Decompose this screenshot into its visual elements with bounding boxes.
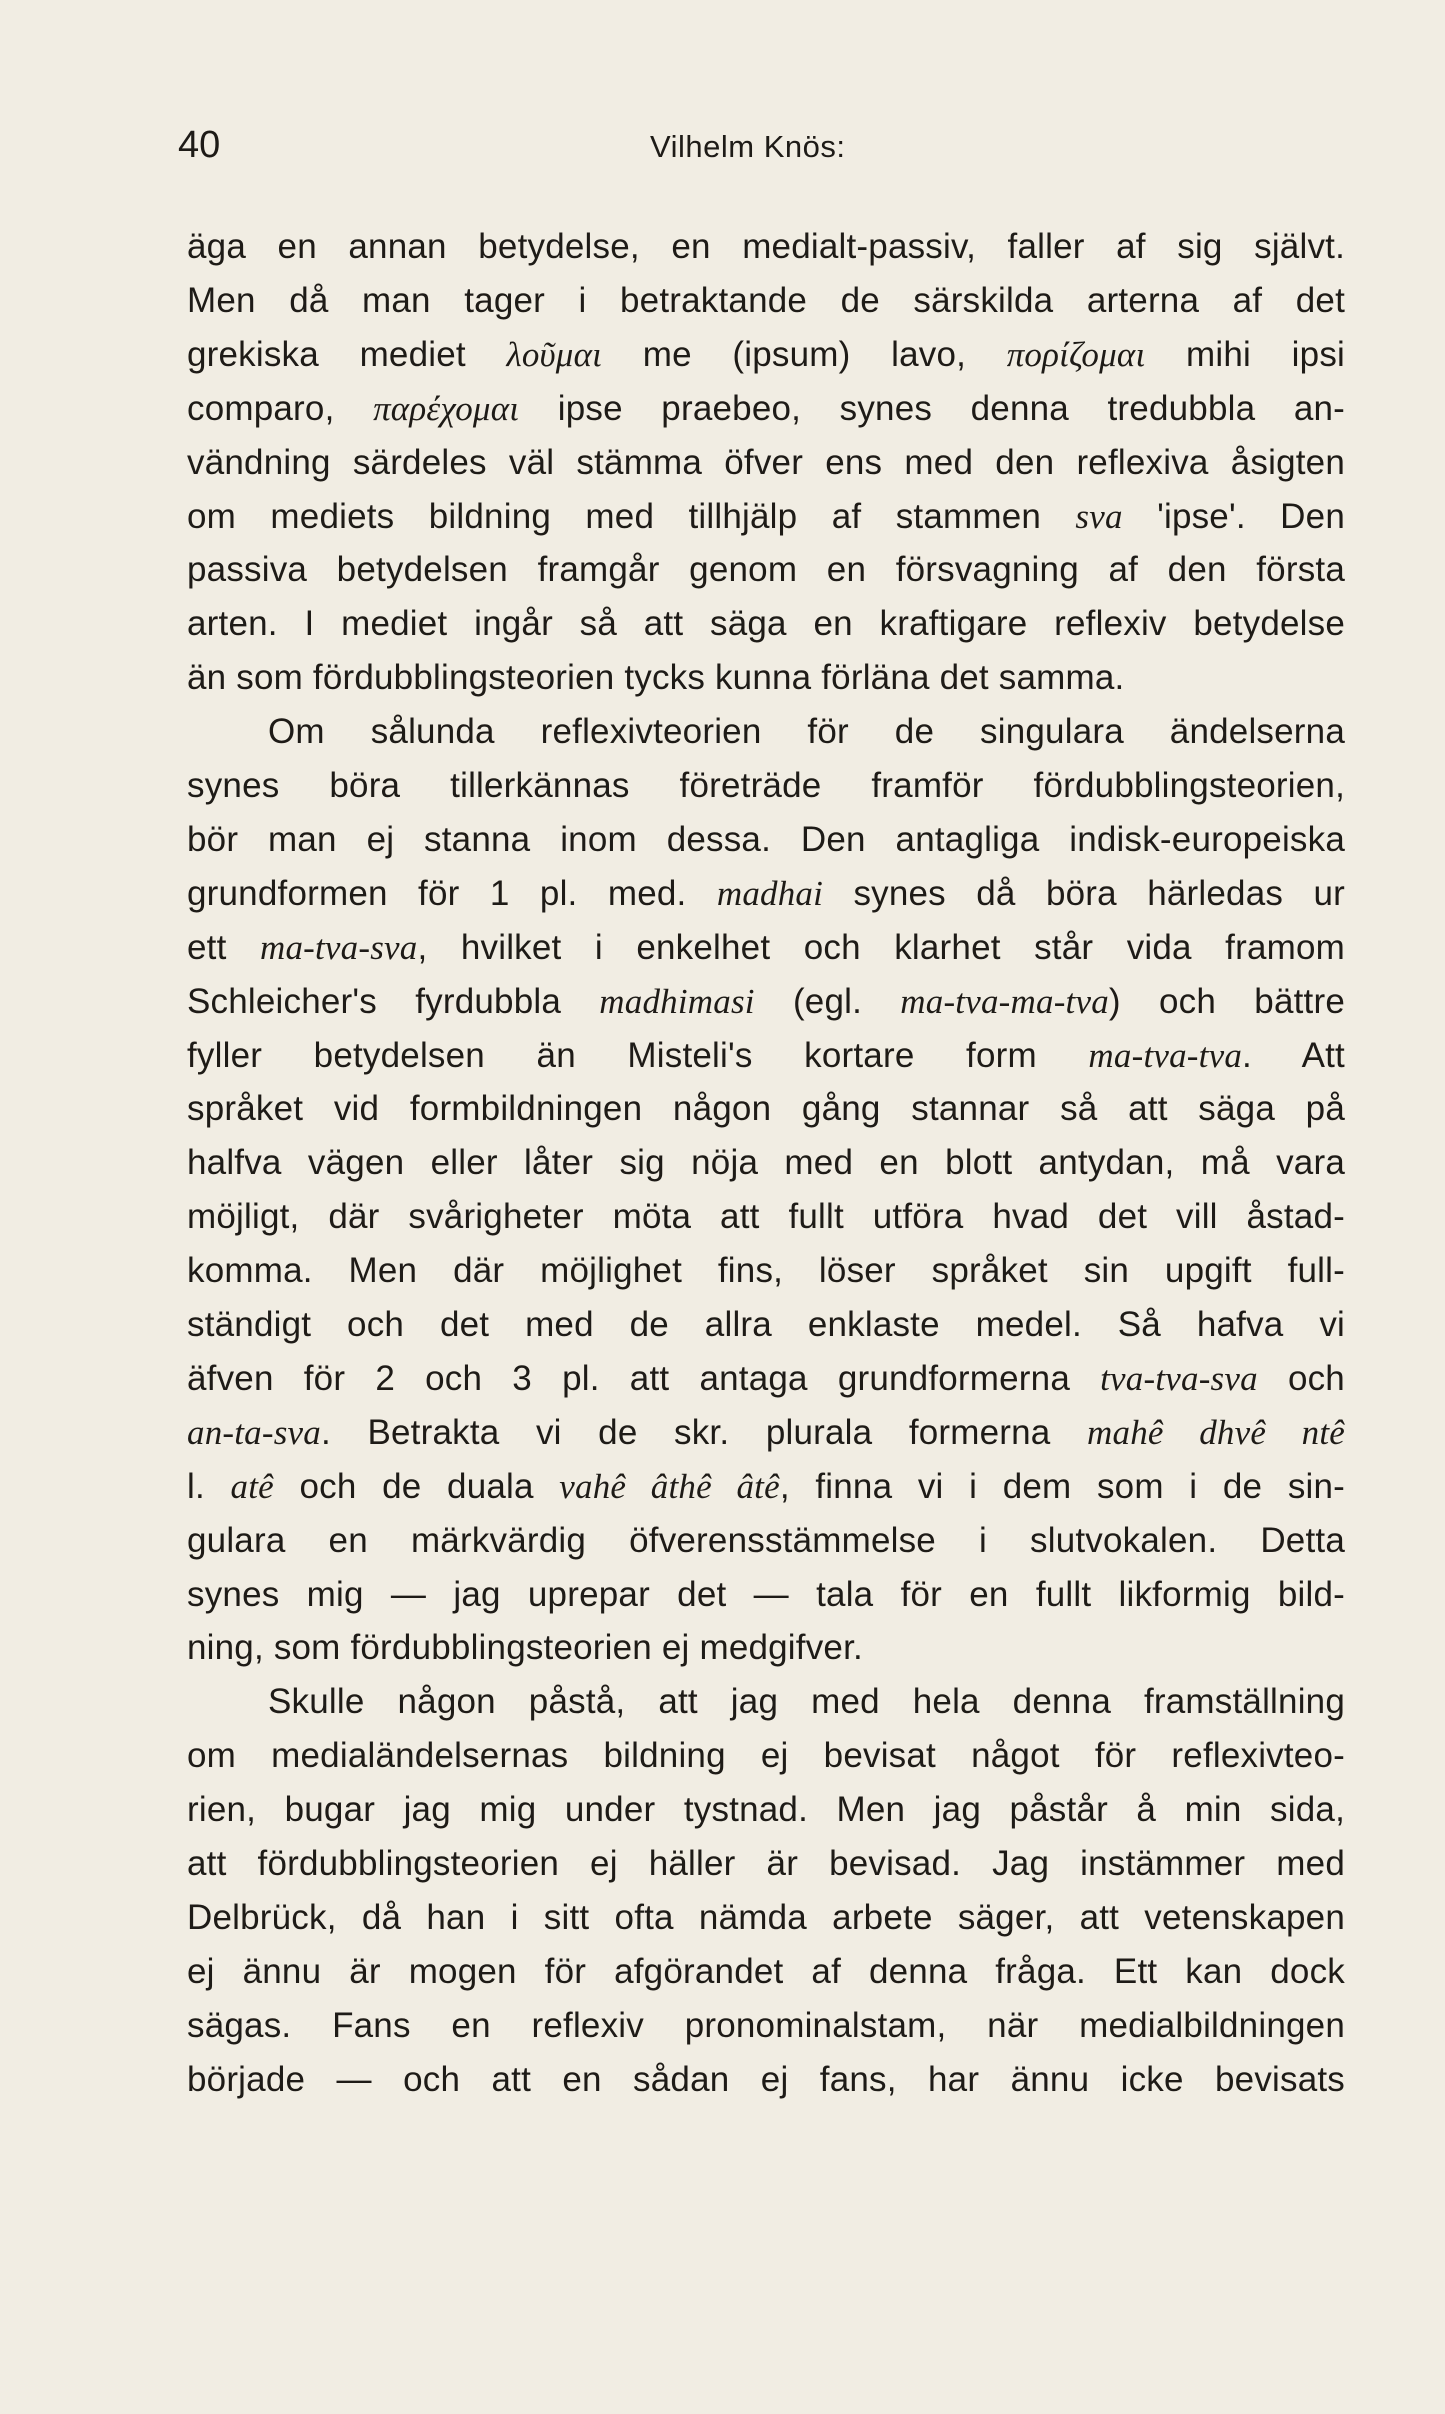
text-line	[187, 1626, 1345, 1672]
text-run: sägas. Fans en reflexiv pronominalstam, när medialbildningen	[187, 2006, 1345, 2045]
italic-term: sva	[1075, 497, 1123, 536]
text-run: vändning särdeles väl stämma öfver ens med den reflexiva åsigten	[187, 443, 1345, 482]
text-line	[187, 2004, 1345, 2050]
text-line	[187, 818, 1345, 864]
text-run: (egl.	[754, 982, 901, 1021]
text-line	[187, 1411, 1345, 1457]
text-line	[187, 1357, 1345, 1403]
text-run: ett	[187, 928, 260, 967]
text-run: äga en annan betydelse, en medialt-passiv, faller af sig självt.	[187, 227, 1345, 266]
text-line	[268, 1680, 1345, 1726]
text-line	[187, 333, 1345, 379]
text-run: äfven för 2 och 3 pl. att antaga grundformerna	[187, 1359, 1101, 1398]
text-line	[187, 872, 1345, 918]
text-run: fyller betydelsen än Misteli's kortare form	[187, 1036, 1089, 1075]
text-line	[187, 980, 1345, 1026]
text-run: , hvilket i enkelhet och klarhet står vida framom	[417, 928, 1345, 967]
text-run: om mediets bildning med tillhjälp af stammen	[187, 497, 1076, 536]
text-run: och	[1257, 1359, 1345, 1398]
text-line	[187, 1842, 1345, 1888]
text-run: passiva betydelsen framgår genom en försvagning af den första	[187, 550, 1345, 589]
text-run: Men då man tager i betraktande de särskilda arterna af det	[187, 281, 1345, 320]
text-run: Om sålunda reflexivteorien för de singulara ändelserna	[268, 712, 1345, 751]
text-run: att fördubblingsteorien ej häller är bevisad. Jag instämmer med	[187, 1844, 1345, 1883]
italic-term: mahê dhvê ntê	[1087, 1413, 1345, 1452]
italic-term: atê	[230, 1467, 274, 1506]
text-run: Schleicher's fyrdubbla	[187, 982, 600, 1021]
text-run: om medialändelsernas bildning ej bevisat något för reflexivteo-	[187, 1736, 1345, 1775]
text-line	[187, 602, 1345, 648]
text-run: ej ännu är mogen för afgörandet af denna fråga. Ett kan dock	[187, 1952, 1345, 1991]
text-line	[187, 1195, 1345, 1241]
text-line	[187, 1788, 1345, 1834]
text-line	[187, 656, 1345, 702]
text-line	[187, 279, 1345, 325]
text-run: gulara en märkvärdig öfverensstämmelse i slutvokalen. Detta	[187, 1521, 1345, 1560]
italic-term: πορίζομαι	[1006, 335, 1146, 374]
italic-term: madhai	[716, 874, 824, 913]
italic-term: ma-tva-ma-tva	[900, 982, 1109, 1021]
text-line	[187, 441, 1345, 487]
text-run: arten. I mediet ingår så att säga en kraftigare reflexiv betydelse	[187, 604, 1345, 643]
italic-term: an-ta-sva	[187, 1413, 321, 1452]
text-run: rien, bugar jag mig under tystnad. Men jag påstår å min sida,	[187, 1790, 1345, 1829]
text-run: , finna vi i dem som i de sin-	[779, 1467, 1346, 1506]
text-line	[187, 1734, 1345, 1780]
text-run: Delbrück, då han i sitt ofta nämda arbete säger, att vetenskapen	[187, 1898, 1345, 1937]
text-line	[187, 225, 1345, 271]
text-line	[187, 926, 1345, 972]
text-run: Skulle någon påstå, att jag med hela denna framställning	[268, 1682, 1345, 1721]
text-run: halfva vägen eller låter sig nöja med en blott antydan, må vara	[187, 1143, 1345, 1182]
text-line	[187, 1034, 1345, 1080]
text-run: me (ipsum) lavo,	[602, 335, 1007, 374]
text-run: ipse praebeo, synes denna tredubbla an-	[519, 389, 1346, 428]
text-run: grundformen för 1 pl. med.	[187, 874, 717, 913]
text-run: . Att	[1242, 1036, 1345, 1075]
italic-term: tva-tva-sva	[1100, 1359, 1258, 1398]
text-line	[187, 1573, 1345, 1619]
text-line	[187, 1249, 1345, 1295]
italic-term: madhimasi	[599, 982, 755, 1021]
text-run: grekiska mediet	[187, 335, 507, 374]
text-line	[187, 1303, 1345, 1349]
page-number: 40	[178, 124, 221, 166]
text-run: ) och bättre	[1108, 982, 1345, 1021]
text-line	[187, 2058, 1345, 2104]
text-run: och de duala	[273, 1467, 560, 1506]
text-run: möjligt, där svårigheter möta att fullt utföra hvad det vill åstad-	[187, 1197, 1345, 1236]
text-run: ning, som fördubblingsteorien ej medgifver.	[187, 1628, 863, 1667]
running-head: Vilhelm Knös:	[650, 129, 846, 164]
text-line	[268, 710, 1345, 756]
text-line	[187, 1896, 1345, 1942]
text-line	[187, 387, 1345, 433]
text-run: l.	[187, 1467, 231, 1506]
text-line	[187, 1950, 1345, 1996]
text-line	[187, 1465, 1345, 1511]
text-run: 'ipse'. Den	[1122, 497, 1345, 536]
text-run: synes böra tillerkännas företräde framför fördubblingsteorien,	[187, 766, 1345, 805]
text-run: ständigt och det med de allra enklaste medel. Så hafva vi	[187, 1305, 1345, 1344]
text-run: började — och att en sådan ej fans, har ännu icke bevisats	[187, 2060, 1345, 2099]
text-run: comparo,	[187, 389, 374, 428]
text-run: komma. Men där möjlighet fins, löser språket sin upgift full-	[187, 1251, 1345, 1290]
text-run: än som fördubblingsteorien tycks kunna förläna det samma.	[187, 658, 1125, 697]
italic-term: ma-tva-sva	[259, 928, 418, 967]
text-run: . Betrakta vi de skr. plurala formerna	[321, 1413, 1088, 1452]
italic-term: vahê âthê âtê	[559, 1467, 780, 1506]
text-line	[187, 548, 1345, 594]
text-line	[187, 495, 1345, 541]
italic-term: λοῦμαι	[506, 335, 603, 374]
text-line	[187, 1141, 1345, 1187]
italic-term: ma-tva-tva	[1088, 1036, 1243, 1075]
text-run: synes då böra härledas ur	[823, 874, 1345, 913]
text-run: språket vid formbildningen någon gång stannar så att säga på	[187, 1089, 1345, 1128]
text-line	[187, 764, 1345, 810]
italic-term: παρέχομαι	[373, 389, 520, 428]
text-line	[187, 1087, 1345, 1133]
text-line	[187, 1519, 1345, 1565]
text-run: bör man ej stanna inom dessa. Den antagliga indisk-europeiska	[187, 820, 1345, 859]
text-run: synes mig — jag uprepar det — tala för en fullt likformig bild-	[187, 1575, 1345, 1614]
text-run: mihi ipsi	[1145, 335, 1345, 374]
